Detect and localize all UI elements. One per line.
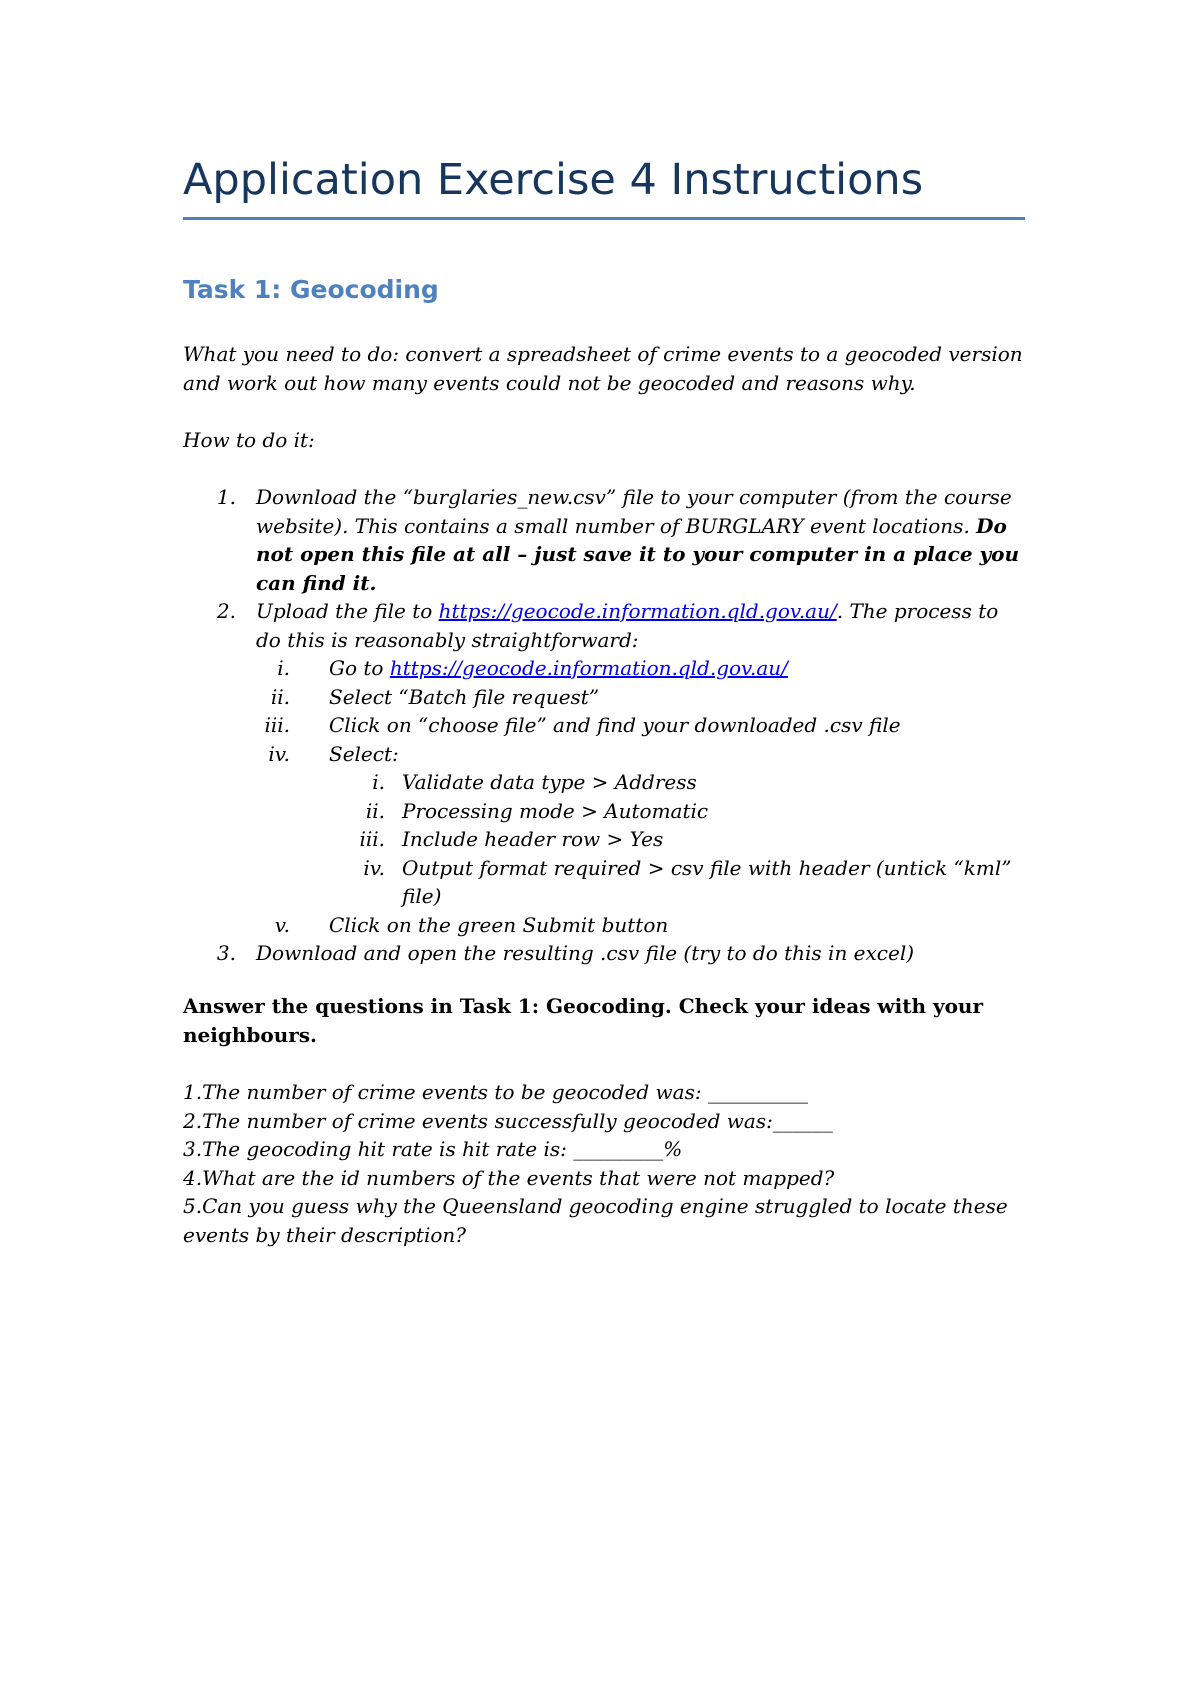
answer-heading: [183, 992, 1023, 1049]
how-to-label: How to do it:: [183, 428, 315, 452]
question-item: 2.The number of crime events successfully geocoded was:______: [183, 1108, 833, 1133]
step-2-line: [256, 597, 998, 626]
question-item: 1.The number of crime events to be geocoded was: __________: [183, 1080, 808, 1104]
option-marker: iii.: [359, 827, 385, 851]
substep-marker: iv.: [268, 742, 290, 766]
step-marker: 1.: [216, 485, 236, 509]
step-marker: 2.: [216, 599, 236, 623]
option-text: file): [402, 884, 442, 908]
step-marker: 3.: [216, 941, 236, 965]
step-2-text: Upload the file to: [256, 599, 439, 623]
answer-heading-line: neighbours.: [183, 1022, 318, 1047]
intro-paragraph: [183, 340, 1023, 397]
option-text: Include header row > Yes: [402, 827, 664, 851]
question-item: 5.Can you guess why the Queensland geocoding engine struggled to locate these: [183, 1194, 1008, 1219]
question-list: [183, 1078, 1023, 1250]
substep-marker: iii.: [264, 713, 290, 737]
option-marker: ii.: [365, 799, 385, 823]
geocode-link[interactable]: https://geocode.information.qld.gov.au/: [438, 599, 837, 623]
step-1-warning: Do: [976, 514, 1007, 538]
substep-marker: v.: [274, 913, 290, 937]
option-text: Processing mode > Automatic: [402, 799, 709, 823]
option-marker: iv.: [363, 856, 385, 880]
substep-go-to: [329, 654, 788, 683]
step-2-line: do this is reasonably straightforward:: [256, 628, 639, 652]
substep-text: Go to: [329, 656, 390, 680]
step-1-line: [256, 512, 1007, 541]
substep-text: Select “Batch file request”: [329, 685, 600, 709]
question-item: 4.What are the id numbers of the events that were not mapped?: [183, 1165, 835, 1190]
step-1-text: website). This contains a small number of BURGLARY event locations.: [256, 514, 977, 538]
geocode-link[interactable]: https://geocode.information.qld.gov.au/: [389, 656, 788, 680]
substep-text: Click on the green Submit button: [329, 913, 669, 937]
question-item: 3.The geocoding hit rate is hit rate is: _________%: [183, 1137, 683, 1162]
step-1-line: Download the “burglaries_new.csv” file to your computer (from the course: [256, 485, 1012, 509]
answer-heading-line: Answer the questions in Task 1: Geocoding. Check your ideas with your: [183, 994, 984, 1018]
question-item: events by their description?: [183, 1222, 466, 1247]
substep-marker: i.: [277, 656, 290, 680]
substep-text: Click on “choose file” and find your downloaded .csv file: [329, 713, 901, 737]
task-heading: Task 1: Geocoding: [183, 275, 439, 304]
step-2-text: . The process to: [836, 599, 999, 623]
step-1-warning: not open this file at all – just save it to your computer in a place you: [256, 542, 1020, 566]
step-1-warning-line: [256, 569, 376, 598]
substep-marker: ii.: [270, 685, 290, 709]
step-1-warning: can find it.: [256, 571, 377, 595]
step-3-line: Download and open the resulting .csv file (try to do this in excel): [256, 941, 915, 965]
intro-line: What you need to do: convert a spreadsheet of crime events to a geocoded version: [183, 342, 1023, 366]
substep-text: Select:: [329, 742, 399, 766]
intro-line: and work out how many events could not be geocoded and reasons why.: [183, 370, 916, 395]
page-title: Application Exercise 4 Instructions: [183, 155, 924, 205]
option-marker: i.: [372, 770, 385, 794]
title-underline: [183, 217, 1025, 220]
step-1-warning-line: [256, 540, 1019, 569]
option-text: Validate data type > Address: [402, 770, 697, 794]
option-text: Output format required > csv file with header (untick “kml”: [402, 856, 1012, 880]
